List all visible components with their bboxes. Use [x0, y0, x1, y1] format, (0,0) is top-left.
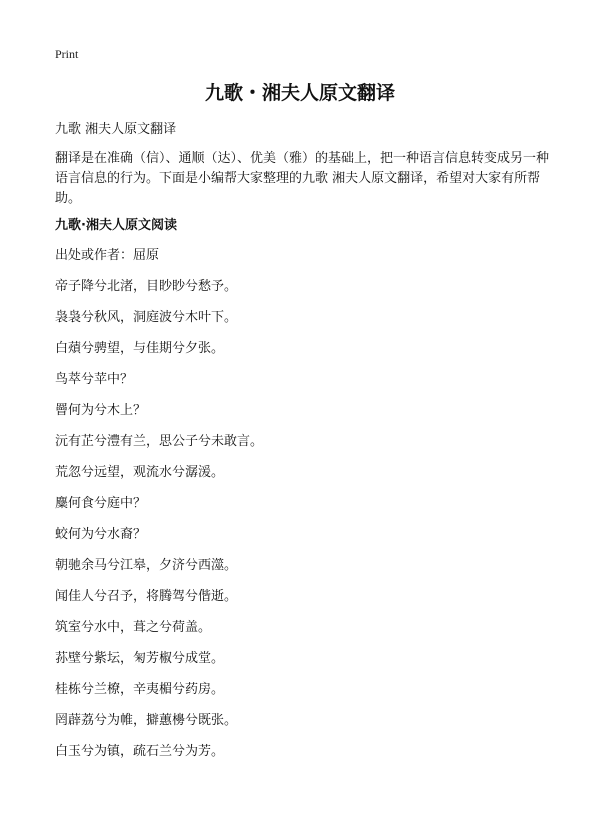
article-intro: 翻译是在准确（信）、通顺（达）、优美（雅）的基础上，把一种语言信息转变成另一种语言信息的行为。下面是小编帮大家整理的九歌 湘夫人原文翻译，希望对大家有所帮助。: [55, 151, 550, 206]
poem-line: 帝子降兮北渚，目眇眇兮愁予。: [55, 279, 238, 294]
poem-line: 筑室兮水中，葺之兮荷盖。: [55, 620, 212, 635]
poem-line: 白玉兮为镇，疏石兰兮为芳。: [55, 744, 225, 759]
poem-line: 袅袅兮秋风，洞庭波兮木叶下。: [55, 310, 238, 325]
poem-line: 出处或作者：屈原: [55, 248, 160, 263]
poem-line: 沅有芷兮澧有兰，思公子兮未敢言。: [55, 434, 264, 449]
section-heading: 九歌·湘夫人原文阅读: [55, 218, 177, 233]
poem-line: 荒忽兮远望，观流水兮潺湲。: [55, 465, 225, 480]
article-body: [55, 120, 550, 773]
poem-line: 闻佳人兮召予，将腾驾兮偕逝。: [55, 589, 238, 604]
poem-line: 桂栋兮兰橑，辛夷楣兮药房。: [55, 682, 225, 697]
article-subtitle: 九歌 湘夫人原文翻译: [55, 122, 177, 137]
page-title: 九歌・湘夫人原文翻译: [204, 82, 395, 104]
poem-line: 荪壁兮紫坛，匊芳椒兮成堂。: [55, 651, 225, 666]
poem-line: 朝驰余马兮江皋，夕济兮西澨。: [55, 558, 238, 573]
poem-line: 鸟萃兮苹中？: [55, 372, 134, 387]
print-link[interactable]: Print: [55, 47, 79, 61]
poem-line: 蛟何为兮水裔？: [55, 527, 147, 542]
poem-line: 白薠兮骋望，与佳期兮夕张。: [55, 341, 225, 356]
poem-line: 罔薜荔兮为帷，擗蕙櫋兮既张。: [55, 713, 238, 728]
poem-lines: [55, 246, 550, 762]
poem-line: 麋何食兮庭中？: [55, 496, 147, 511]
poem-line: 罾何为兮木上？: [55, 403, 147, 418]
